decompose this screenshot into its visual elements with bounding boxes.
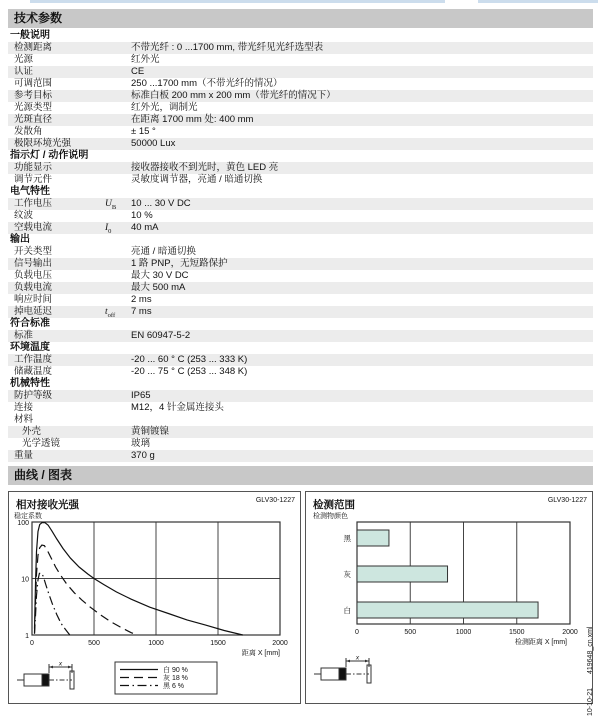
x-tick-label: 500 (88, 640, 100, 647)
spec-label: 标准 (14, 330, 34, 341)
spec-value: 10 % (131, 210, 153, 221)
section-title: 一般说明 (10, 30, 50, 41)
spec-row (8, 198, 593, 210)
spec-label: 储藏温度 (14, 366, 53, 377)
spec-row (8, 330, 593, 342)
spec-row (8, 294, 593, 306)
x-axis-label: 检测距离 X [mm] (514, 639, 567, 646)
spec-value: 10 ... 30 V DC (131, 198, 191, 209)
spec-label: 工作温度 (14, 354, 53, 365)
side-date: 10-10-21 (587, 687, 594, 716)
legend-box (115, 662, 217, 694)
spec-row (8, 306, 593, 318)
spec-label: 材料 (14, 414, 34, 425)
spec-symbol: $U_B$ (105, 199, 117, 211)
relative-light-chart-panel (8, 491, 301, 704)
chart-title: 检测范围 (313, 499, 355, 511)
spec-row (8, 390, 593, 402)
spec-label: 参考目标 (14, 90, 53, 101)
spec-symbol (105, 246, 131, 258)
spec-value: 红外光 (131, 54, 160, 65)
spec-row (8, 138, 593, 150)
spec-label: 防护等级 (14, 390, 53, 401)
section-title: 电气特性 (10, 186, 50, 197)
spec-symbol (105, 102, 131, 114)
bar-1 (357, 566, 448, 582)
spec-value: 红外光，调制光 (131, 102, 198, 113)
y-tick-label: 10 (21, 576, 29, 584)
spec-value: CE (131, 66, 145, 77)
spec-value: 在距离 1700 mm 处: 400 mm (131, 114, 254, 125)
spec-symbol (105, 390, 131, 402)
spec-symbol (105, 282, 131, 294)
model-number: GLV30-1227 (255, 497, 295, 504)
spec-row (8, 402, 593, 414)
spec-symbol (105, 438, 131, 450)
spec-symbol (105, 90, 131, 102)
spec-label: 掉电延迟 (14, 306, 53, 317)
spec-row (8, 42, 593, 54)
sensor-diagram (314, 655, 371, 684)
tech-params-header: 技术参数 (8, 9, 593, 28)
x-tick-label: 2000 (562, 629, 578, 636)
spec-label: 空载电流 (14, 222, 53, 233)
model-number: GLV30-1227 (547, 497, 587, 504)
dimension-label: x (355, 654, 360, 662)
spec-label: 负载电压 (14, 270, 53, 281)
spec-label: 负载电流 (14, 282, 53, 293)
spec-symbol (105, 66, 131, 78)
spec-symbol (105, 366, 131, 378)
spec-symbol: $I_0$ (105, 223, 112, 235)
x-tick-label: 2000 (272, 640, 288, 647)
spec-label: 开关类型 (14, 246, 53, 257)
x-tick-label: 500 (404, 629, 417, 636)
spec-symbol (105, 450, 131, 462)
section-title: 环境温度 (10, 342, 50, 353)
section-title: 输出 (10, 234, 30, 245)
spec-symbol (105, 354, 131, 366)
spec-symbol (105, 42, 131, 54)
spec-value: -20 ... 60 ° C (253 ... 333 K) (131, 354, 248, 365)
spec-value: 灵敏度调节器，亮通 / 暗通切换 (131, 174, 263, 185)
spec-row (8, 450, 593, 462)
spec-row (8, 54, 593, 66)
spec-symbol (105, 294, 131, 306)
spec-row (8, 282, 593, 294)
spec-row (8, 426, 593, 438)
spec-value: EN 60947-5-2 (131, 330, 191, 341)
spec-label: 可调范围 (14, 78, 53, 89)
spec-symbol (105, 414, 131, 426)
spec-value: 40 mA (131, 222, 159, 233)
spec-value: 7 ms (131, 306, 152, 317)
spec-value: M12，4 针金属连接头 (131, 402, 224, 413)
spec-row (8, 126, 593, 138)
spec-row (8, 270, 593, 282)
bar-2 (357, 602, 538, 618)
x-tick-label: 1500 (508, 629, 525, 636)
spec-symbol (105, 114, 131, 126)
spec-row (8, 174, 593, 186)
spec-row (8, 366, 593, 378)
spec-symbol (105, 270, 131, 282)
curve-series-2 (35, 573, 70, 635)
spec-row (8, 414, 593, 426)
spec-row (8, 90, 593, 102)
spec-row (8, 66, 593, 78)
spec-label: 功能显示 (14, 162, 53, 173)
spec-symbol (105, 54, 131, 66)
section-title: 指示灯 / 动作说明 (10, 150, 89, 161)
side-filename: 419648_cn.xml (587, 626, 594, 675)
spec-label: 响应时间 (14, 294, 53, 305)
document-side-text (587, 627, 594, 716)
spec-row (8, 258, 593, 270)
spec-row (8, 162, 593, 174)
spec-label: 认证 (14, 66, 34, 77)
x-tick-label: 0 (355, 629, 359, 636)
charts-row (8, 491, 593, 704)
category-label-0: 黑 (343, 534, 351, 543)
spec-row (8, 246, 593, 258)
spec-value: 黄铜镀镍 (131, 426, 170, 437)
spec-label: 检测距离 (14, 42, 53, 53)
spec-table (8, 30, 593, 462)
spec-symbol (105, 258, 131, 270)
detection-range-chart-panel (305, 491, 593, 704)
spec-row (8, 102, 593, 114)
bar-chart (306, 492, 595, 703)
spec-label: 光学透镜 (22, 438, 61, 449)
spec-row (8, 222, 593, 234)
spec-symbol: $t_{off}$ (105, 307, 116, 319)
y-tick-label: 100 (17, 520, 29, 527)
spec-value: 2 ms (131, 294, 152, 305)
spec-value: 最大 500 mA (131, 282, 186, 293)
dimension-label: x (58, 660, 63, 668)
category-label-1: 灰 (343, 570, 351, 579)
spec-symbol (105, 162, 131, 174)
y-tick-label: 1 (25, 633, 29, 640)
spec-value: 不带光纤 : 0 ...1700 mm, 带光纤见光纤选型表 (131, 42, 324, 53)
bar-0 (357, 530, 389, 546)
spec-row (8, 78, 593, 90)
line-chart (9, 492, 300, 703)
spec-symbol (105, 210, 131, 222)
section-title: 机械特性 (10, 378, 50, 389)
spec-label: 工作电压 (14, 198, 53, 209)
spec-value: ± 15 ° (131, 126, 156, 137)
spec-row (8, 114, 593, 126)
spec-symbol (105, 330, 131, 342)
spec-label: 发散角 (14, 126, 43, 137)
spec-symbol (105, 402, 131, 414)
spec-symbol (105, 126, 131, 138)
spec-symbol (105, 78, 131, 90)
spec-label: 信号输出 (14, 258, 53, 269)
chart-title: 相对接收光强 (16, 499, 79, 511)
spec-label: 光斑直径 (14, 114, 53, 125)
spec-symbol (105, 138, 131, 150)
legend-label-1: 灰 18 % (163, 675, 188, 682)
spec-symbol (105, 426, 131, 438)
curve-series-1 (35, 545, 138, 635)
spec-label: 外壳 (22, 426, 42, 437)
charts-header: 曲线 / 图表 (8, 466, 593, 485)
x-tick-label: 1000 (148, 640, 164, 647)
spec-value: -20 ... 75 ° C (253 ... 348 K) (131, 366, 248, 377)
spec-row (8, 354, 593, 366)
spec-value: 最大 30 V DC (131, 270, 189, 281)
screenshot-artifact (478, 0, 598, 3)
spec-value: 1 路 PNP，无短路保护 (131, 258, 228, 269)
section-title: 符合标准 (10, 318, 50, 329)
spec-label: 光源类型 (14, 102, 53, 113)
x-axis-label: 距离 X [mm] (241, 650, 280, 657)
spec-value: 标准白板 200 mm x 200 mm（带光纤的情况下） (131, 90, 336, 101)
spec-label: 极限环境光强 (14, 138, 72, 149)
y-axis-label: 稳定系数 (14, 513, 42, 520)
legend-label-2: 黑 6 % (163, 683, 185, 690)
legend-label-0: 白 90 % (163, 667, 188, 674)
spec-label: 调节元件 (14, 174, 53, 185)
spec-value: 亮通 / 暗通切换 (131, 246, 196, 257)
spec-value: IP65 (131, 390, 151, 401)
spec-value: 250 ...1700 mm（不带光纤的情况） (131, 78, 283, 89)
spec-value: 50000 Lux (131, 138, 176, 149)
screenshot-artifact (30, 0, 445, 3)
spec-value: 玻璃 (131, 438, 151, 449)
category-label-2: 白 (343, 606, 351, 615)
spec-label: 重量 (14, 450, 34, 461)
spec-row (8, 210, 593, 222)
spec-label: 纹波 (14, 210, 34, 221)
spec-label: 连接 (14, 402, 34, 413)
sensor-diagram (17, 661, 74, 690)
x-tick-label: 0 (30, 640, 34, 647)
y-axis-label: 检测物颜色 (313, 513, 348, 520)
spec-value: 370 g (131, 450, 155, 461)
spec-symbol (105, 174, 131, 186)
x-tick-label: 1500 (210, 640, 226, 647)
spec-value: 接收器接收不到光时，黄色 LED 亮 (131, 162, 279, 173)
spec-value (131, 414, 593, 426)
x-tick-label: 1000 (455, 629, 472, 636)
spec-row (8, 438, 593, 450)
spec-label: 光源 (14, 54, 34, 65)
